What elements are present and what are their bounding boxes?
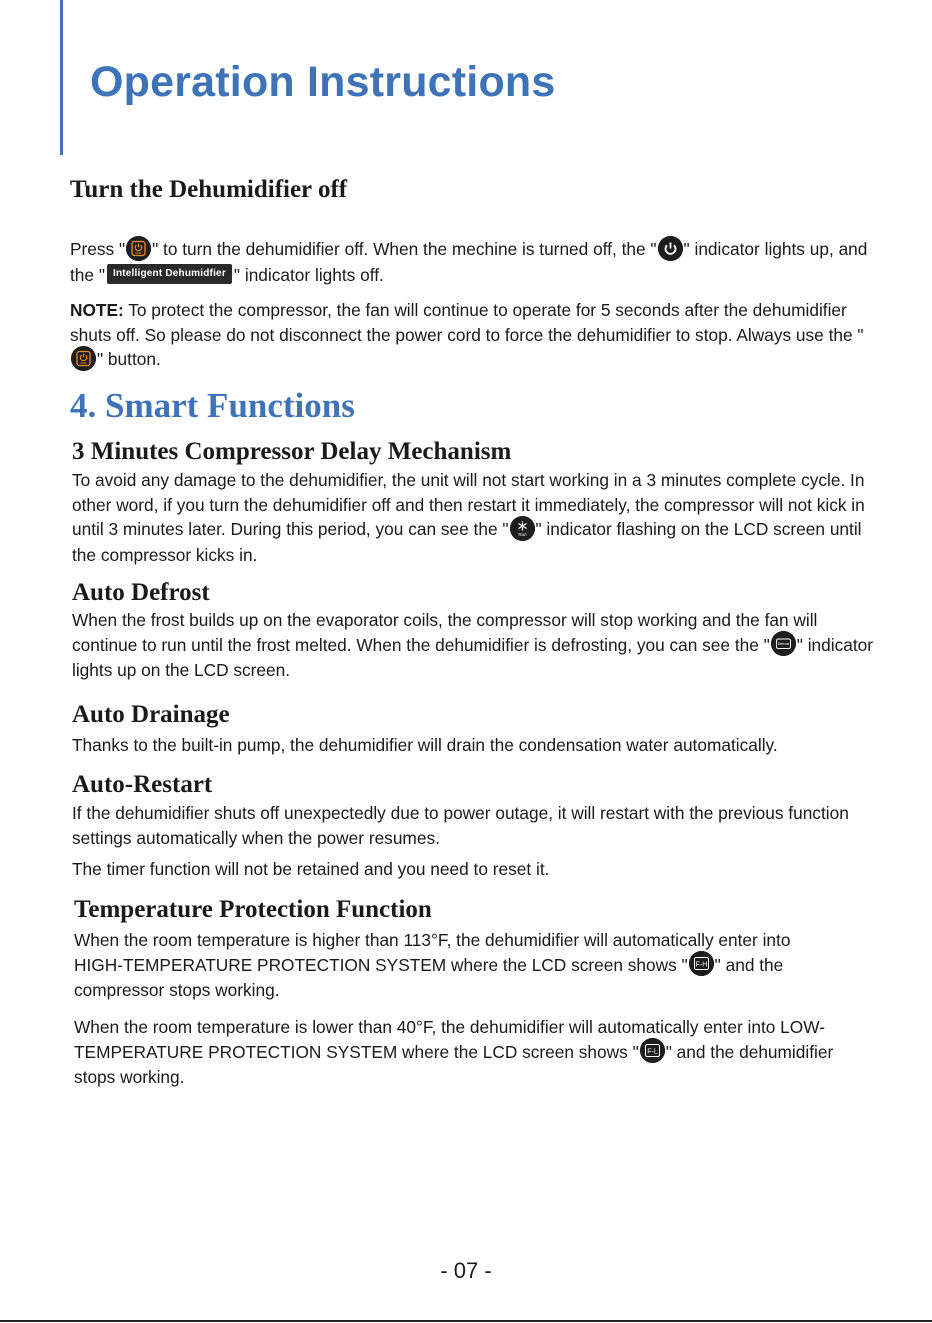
restart-paragraph-1: If the dehumidifier shuts off unexpectedly due to power outage, it will restart with the previous function settings automatically when the power resumes. <box>72 803 849 848</box>
power-button-icon <box>71 346 96 371</box>
temperature-heading: Temperature Protection Function <box>74 896 432 923</box>
fl-icon <box>640 1038 665 1063</box>
turn-off-heading: Turn the Dehumidifier off <box>70 176 348 203</box>
low-temp-paragraph <box>74 1015 834 1090</box>
note-text-b: " button. <box>97 349 161 369</box>
high-temp-paragraph <box>74 928 844 1003</box>
defrost-label: Defrost <box>777 642 790 647</box>
smart-functions-heading: 4. Smart Functions <box>70 386 355 425</box>
fh-icon <box>689 951 714 976</box>
delay-text-a: To avoid any damage to the dehumidifier, the unit will not start working in a 3 minutes complete cycle. In other word, if you turn the dehumidifier off and then restart it immediately, the compressor will not kick in until 3 minutes later. During this period, you can see the " <box>72 470 865 539</box>
defrost-text-a: When the frost builds up on the evaporator coils, the compressor will stop working and the fan will continue to run until the frost melted. When the dehumidifier is defrosting, you can see the " <box>72 610 818 655</box>
fan-run-icon <box>510 516 535 541</box>
restart-heading: Auto-Restart <box>72 771 213 798</box>
defrost-icon <box>771 631 796 656</box>
defrost-paragraph <box>72 608 878 683</box>
high-temp-text-b: " and the compressor stops working. <box>74 954 784 1001</box>
turn-off-paragraph <box>70 237 870 287</box>
low-temp-text-b: " and the dehumidifier stops working. <box>74 1041 834 1088</box>
low-temp-text-a: When the room temperature is lower than 40°F, the dehumidifier will automatically enter into LOW-TEMPERATURE PROTECTION SYSTEM where the LCD screen shows " <box>74 1017 825 1062</box>
fl-label: F-L <box>646 1048 658 1056</box>
power-button-icon <box>126 236 151 261</box>
drainage-heading: Auto Drainage <box>72 701 230 728</box>
intelligent-dehumidifier-badge: Intelligent Dehumidfier <box>107 264 232 284</box>
delay-text-b: " indicator flashing on the LCD screen until the compressor kicks in. <box>72 519 862 565</box>
note-paragraph <box>70 298 878 373</box>
header-accent-rule <box>60 0 63 155</box>
run-label: Run <box>517 531 527 537</box>
high-temp-text-a: When the room temperature is higher than 113°F, the dehumidifier will automatically enter into HIGH-TEMPERATURE PROTECTION SYSTEM where the LCD screen shows " <box>74 930 791 975</box>
page-title: Operation Instructions <box>90 58 556 106</box>
power-indicator-icon <box>658 236 683 261</box>
drainage-paragraph: Thanks to the built-in pump, the dehumidifier will drain the condensation water automatically. <box>72 735 778 755</box>
defrost-heading: Auto Defrost <box>72 579 210 606</box>
turn-off-text-d: " indicator lights off. <box>233 264 384 285</box>
fh-label: F-H <box>695 961 708 969</box>
delay-heading: 3 Minutes Compressor Delay Mechanism <box>72 438 512 465</box>
footer-rule <box>0 1320 932 1322</box>
turn-off-text-a: Press " <box>70 239 126 259</box>
page-number: - 07 - <box>440 1258 492 1283</box>
defrost-text-b: " indicator lights up on the LCD screen. <box>72 634 874 681</box>
note-label: NOTE: <box>70 300 124 320</box>
restart-paragraph-2: The timer function will not be retained and you need to reset it. <box>72 859 550 879</box>
turn-off-text-c: " indicator lights up, and the " <box>70 239 868 285</box>
turn-off-text-b: " to turn the dehumidifier off. When the mechine is turned off, the " <box>152 239 657 259</box>
note-text-a: To protect the compressor, the fan will continue to operate for 5 seconds after the dehumidifier shuts off. So please do not disconnect the power cord to force the dehumidifier to stop. Always use the " <box>70 300 864 345</box>
delay-paragraph <box>72 468 878 567</box>
